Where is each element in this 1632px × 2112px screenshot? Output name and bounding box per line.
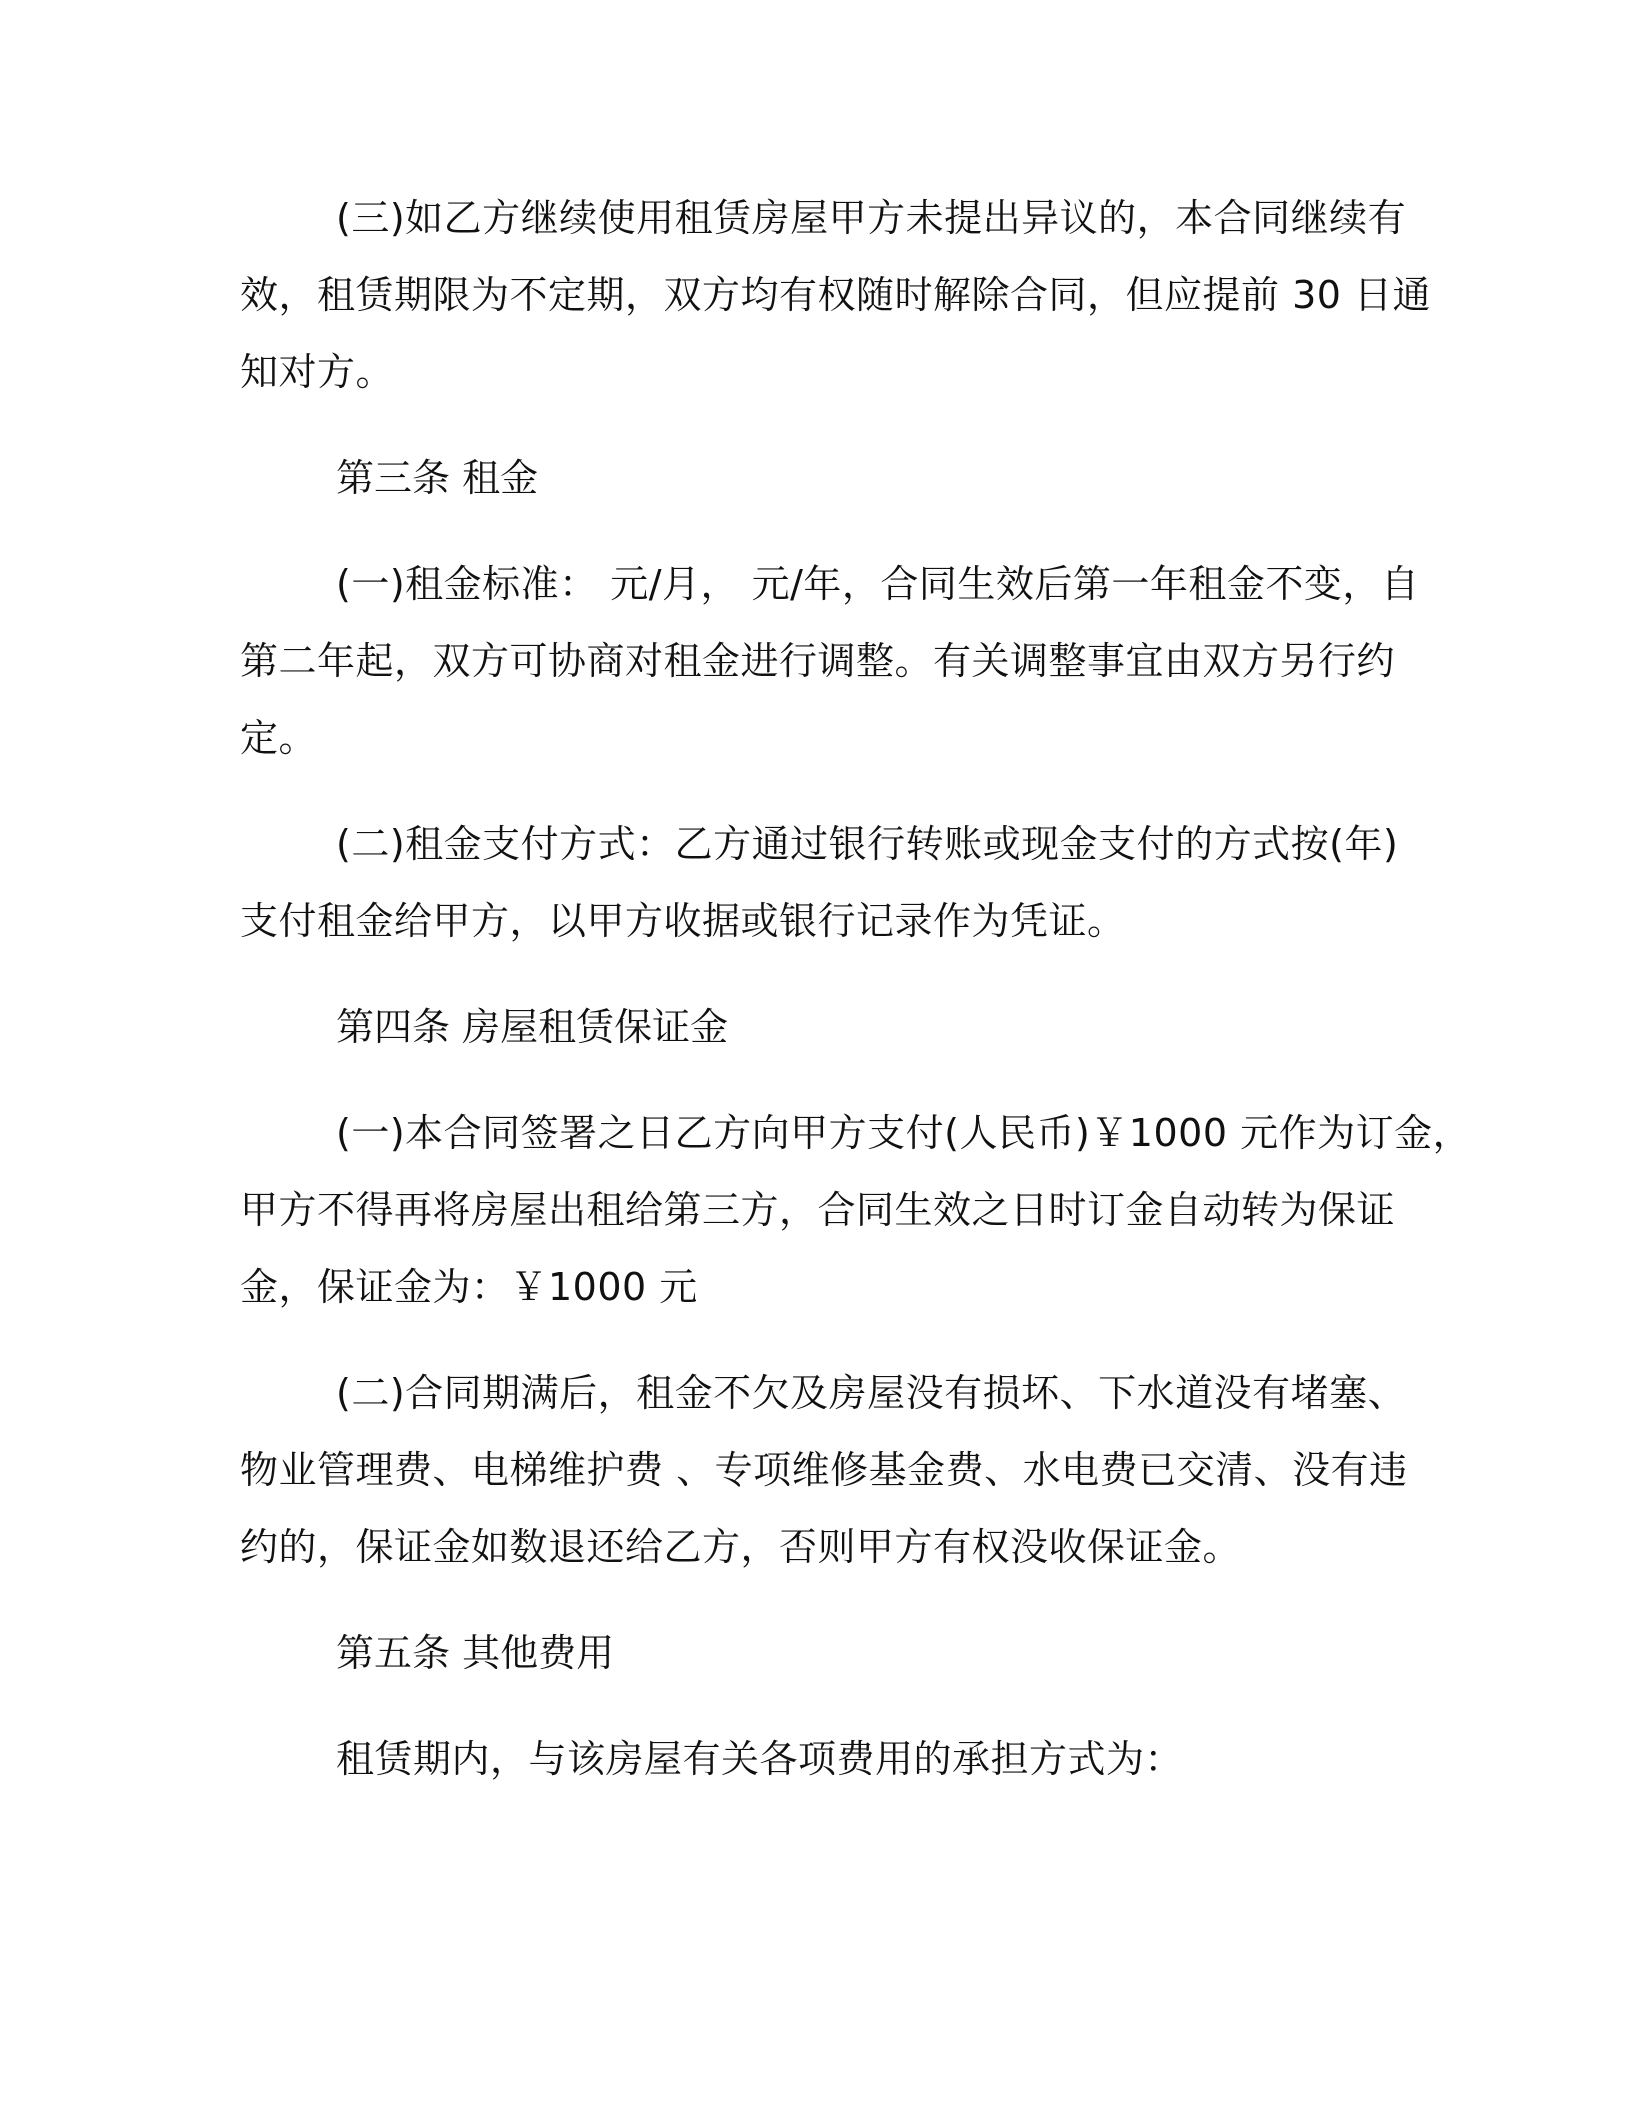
- deposit-refund-paragraph: [240, 1355, 1410, 1586]
- article-3-heading: [240, 440, 1410, 517]
- deposit-paragraph: [240, 1095, 1472, 1326]
- text-line: 支付租金给甲方，以甲方收据或银行记录作为凭证。: [240, 899, 1126, 943]
- text-line: (二)租金支付方式：乙方通过银行转账或现金支付的方式按(年): [336, 822, 1399, 866]
- text-line: 定。: [240, 716, 318, 760]
- text-line: 甲方不得再将房屋出租给第三方，合同生效之日时订金自动转为保证: [240, 1188, 1396, 1232]
- text-line: (一)租金标准： 元/月， 元/年，合同生效后第一年租金不变，自: [336, 562, 1420, 606]
- text-line: 第二年起，双方可协商对租金进行调整。有关调整事宜由双方另行约: [240, 639, 1396, 683]
- clause-3-paragraph: [240, 180, 1432, 411]
- article-5-heading: [240, 1615, 1410, 1692]
- rent-payment-paragraph: [240, 806, 1410, 960]
- text-line: (二)合同期满后，租金不欠及房屋没有损坏、下水道没有堵塞、: [336, 1371, 1407, 1415]
- text-line: 物业管理费、电梯维护费 、专项维修基金费、水电费已交清、没有违: [240, 1448, 1408, 1492]
- text-line: 知对方。: [240, 350, 395, 394]
- heading-text: 第四条 房屋租赁保证金: [336, 1005, 729, 1049]
- heading-text: 第五条 其他费用: [336, 1631, 615, 1675]
- text-line: (一)本合同签署之日乙方向甲方支付(人民币)￥1000 元作为订金，: [336, 1111, 1472, 1155]
- text-line: 约的，保证金如数退还给乙方，否则甲方有权没收保证金。: [240, 1525, 1242, 1569]
- text-line: 租赁期内，与该房屋有关各项费用的承担方式为：: [336, 1737, 1184, 1781]
- article-4-heading: [240, 989, 1410, 1066]
- text-line: 效，租赁期限为不定期，双方均有权随时解除合同，但应提前 30 日通: [240, 273, 1432, 317]
- other-fees-paragraph: [240, 1721, 1410, 1798]
- text-line: (三)如乙方继续使用租赁房屋甲方未提出异议的，本合同继续有: [336, 196, 1407, 240]
- text-line: 金，保证金为：￥1000 元: [240, 1265, 698, 1309]
- heading-text: 第三条 租金: [336, 456, 539, 500]
- rent-standard-paragraph: [240, 546, 1420, 777]
- document-body: [240, 180, 1472, 1827]
